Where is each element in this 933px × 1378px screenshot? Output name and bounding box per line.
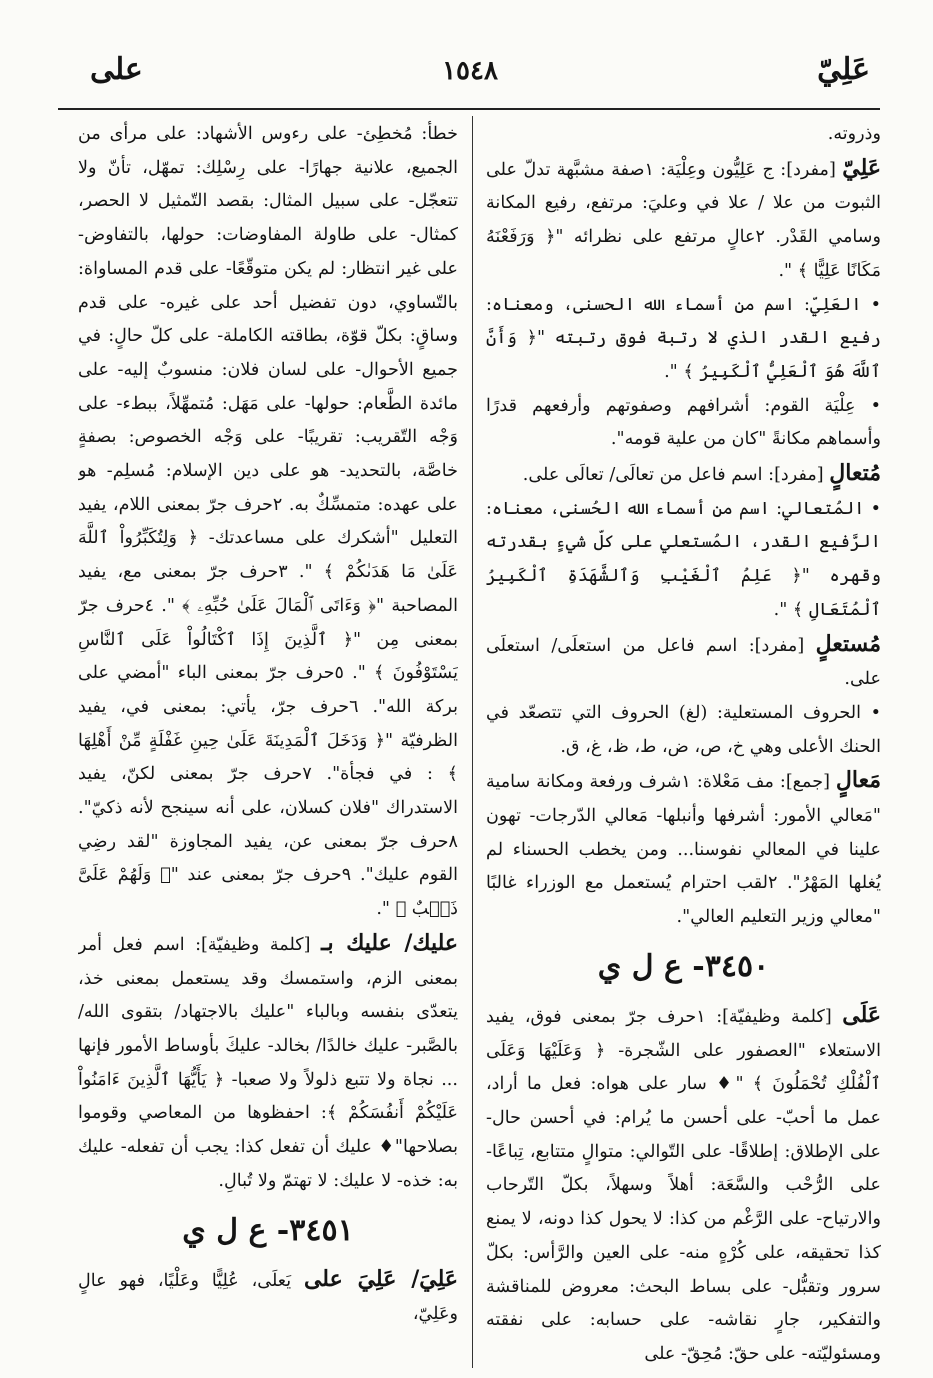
page-number: ١٥٤٨ [442, 56, 498, 86]
dictionary-entry [78, 927, 458, 1199]
header-left-headword: على [90, 52, 143, 87]
text-paragraph: وذروته. [827, 124, 881, 144]
header-rule [58, 108, 880, 110]
entry-headword: عَلِيّ [842, 154, 881, 181]
entry-tag: [جمع]: [779, 772, 836, 793]
entry-definition: ج عَلِيُّون وعِلْيَة: ١صفة مشبَّهة تدلّ على الثبوت من علا / علا في وعليَ: مرتفع، رفيع المكانة وسامي القَدْر. ٢عالٍ مرتفع على نظرائه "﴿ وَرَفَعْنَهُ مَكَانًا عَلِيًّا ﴾ ". [486, 159, 881, 281]
entry-tag: [كلمة وظيفيّة]: [195, 934, 322, 955]
dictionary-entry [78, 1263, 458, 1332]
entry-definition: اسم فاعل من استعلَى/ استعلَى على. [486, 635, 881, 690]
sub-entry: • عِلْيَة القوم: أشرافهم وصفوتهم وأرفعهم قدرًا وأسماهم مكانةً "كان من علية قومه". [486, 390, 881, 457]
entry-headword: مُستعلٍ [815, 630, 881, 657]
root-heading: ٣٤٥١- ع ل ي [182, 1212, 354, 1248]
sub-entry: • الحروف المستعلية: (لغ) الحروف التي تتصعّد في الحنك الأعلى وهي خ، ص، ض، ط، ظ، غ، ق. [486, 697, 881, 764]
entry-headword: مَعالٍ [835, 767, 881, 794]
page-header [70, 52, 870, 96]
entry-tag: [كلمة وظيفيّة]: [716, 1006, 843, 1027]
left-column [78, 118, 458, 1368]
entry-tag: [مفرد]: [748, 635, 816, 656]
entry-definition: اسم فعل أمر بمعنى الزم، واستمسك وقد يستعمل بمعنى خذ، يتعدّى بنفسه وبالباء "عليك بالاجتهاد/ بتقوى الله/ بالصَّبر- عليك خالدًا/ بخالد- عليكَ بأوساط الأمور فإنها ... نجاة ولا تتبع ذلولاً ولا صعبا- ﴿ يَأَيُّهَا ٱلَّذِينَ ءَامَنُواْ عَلَيْكُمْ أَنفُسَكُمْ ﴾: احفظوها من المعاصي وقوموا بصلاحها"♦ عليك أن تفعل كذا: يجب أن تفعله- عليك به: خذه- لا عليك: لا تهتمّ ولا تُبالِ. [78, 934, 458, 1191]
header-right-headword: عَلِيّ [817, 52, 870, 87]
root-heading: ٣٤٥٠- ع ل ي [597, 948, 770, 984]
entry-definition: اسم فاعل من تعالَى/ تعالَى على. [522, 465, 769, 486]
sub-entry: • العَلِيّ: اسم من أسماء الله الحسنى، ومعناه: رفيع القدر الذي لا رتبة فوق رتبته "﴿ وَأَنَّ ٱللَّهَ هُوَ ٱلْعَلِيُّ ٱلْكَبِيرُ ﴾ ". [486, 289, 881, 390]
entry-tag: [مفرد]: [780, 159, 843, 180]
dictionary-entry [486, 628, 881, 697]
entry-definition: يَعلَى، عُلِيًّا وعَلْيًا، فهو عالٍ وعَلِيّ، [78, 1270, 458, 1325]
entry-tag: [مفرد]: [768, 465, 830, 486]
entry-headword: عَلِيَ/ عَلِيَ على [303, 1265, 458, 1292]
sub-entry: • المُتعالي: اسم من أسماء الله الحُسنى، معناه: الرَّفيع القدر، المُستعلي على كلّ شيءٍ بقدرته وقهره "﴿ عَلِمُ ٱلْغَيْبِ وَٱلشَّهَدَةِ ٱلْكَبِيرُ ٱلْمُتَعَالِ ﴾ ". [486, 493, 881, 628]
dictionary-entry [486, 764, 881, 935]
dictionary-entry [486, 457, 881, 493]
entry-headword: مُتعالٍ [829, 460, 881, 487]
text-paragraph: خطأ: مُخطِئ- على رءوس الأشهاد: على مرأى من الجميع، علانية جهارًا- على رِسْلِك: تمهّل، تأنّ ولا تتعجّل- على سبيل المثال: بقصد التّمثيل لا الحصر، كمثال- على طاولة المفاوضات: حولها، بالتفاوض- على غير انتظار: لم يكن متوقّعًا- على قدم المساواة: بالتّساوي، دون تفضيل أحد على غيره- على قدم وساقٍ: بكلّ قوّة، بطاقته الكاملة- على كلّ حالٍ: في جميع الأحوال- على لسان فلان: منسوبٌ إليه- على مائدة الطَّعام: حولها- على مَهَل: مُتمهِّلاً، ببطء- على وَجْه التّقريب: تقريبًا- على وَجْه الخصوص: بصفةٍ خاصَّة، بالتحديد- هو على دين الإسلام: مُسلِم- هو على عهده: متمسِّكٌ به. ٢حرف جرّ بمعنى اللام، يفيد التعليل "أشكرك على مساعدتك- ﴿ وَلِتُكَبِّرُواْ ٱللَّهَ عَلَىٰ مَا هَدَىٰكُمْ ﴾ ". ٣حرف جرّ بمعنى مع، يفيد المصاحبة "﴿ وَءَاتَى ٱلْمَالَ عَلَىٰ حُبِّهِۦ ﴾ ". ٤حرف جرّ بمعنى مِن "﴿ ٱلَّذِينَ إِذَا ٱكْتَالُواْ عَلَى ٱلنَّاسِ يَسْتَوْفُونَ ﴾ ". ٥حرف جرّ بمعنى الباء "أمضي على بركة الله". ٦حرف جرّ، يأتي: بمعنى في، يفيد الظرفيّة "﴿ وَدَخَلَ ٱلْمَدِينَةَ عَلَىٰ حِينِ غَفْلَةٍ مِّنْ أَهْلِهَا ﴾ : في فجأة". ٧حرف جرّ بمعنى لكنّ، يفيد الاستدراك "فلان كسلان، على أنه سينجح لأنه ذكيّ". ٨حرف جرّ بمعنى عن، يفيد المجاوزة "لقد رضِي القوم عليك". ٩حرف جرّ بمعنى عند "﴿ وَلَهُمْ عَلَىَّ ذَنۢبٌ ﴾ ". [78, 124, 458, 920]
entry-headword: عليك/ عليك بـ [321, 929, 458, 956]
entry-headword: عَلَى [842, 1001, 881, 1028]
entry-definition: ١حرف جرّ بمعنى فوق، يفيد الاستعلاء "العصفور على الشّجرة- ﴿ وَعَلَيْهَا وَعَلَى ٱلْفُلْكِ تُحْمَلُونَ ﴾ "♦ سار على هواه: فعل ما أراد، عمل ما أحبّ- على أحسن ما يُرام: في أحسن حال- على الإطلاق: إطلاقًا- على التّوالي: متوالٍ متتابع، تِباعًا- على الرُّحْب والسَّعَة: أهلاً وسهلاً، بكلّ التّرحاب والارتياح- على الرَّغْم من كذا: لا يحول كذا دونه، لا يمنع كذا تحقيقه، على كُرْهٍ منه- على العين والرَّأس: بكلّ سرور وتقبُّل- على بساط البحث: معروض للمناقشة والتفكير، جارٍ نقاشه- على حسابه: على نفقته ومسئوليّته- على حقّ: مُحِقّ- على [486, 1006, 881, 1364]
column-separator [472, 116, 473, 1368]
entry-definition: مف مَعْلاة: ١شرف ورفعة ومكانة سامية "مَعالي الأمور: أشرفها وأنبلها- مَعالي الدّرجات- تهون علينا في المعالي نفوسنا... ومن يخطب الحسناء لم يُغلها المَهْرُ". ٢لقب احترام يُستعمل مع الوزراء غالبًا "معالي وزير التعليم العالي". [486, 772, 881, 928]
dictionary-entry [486, 152, 881, 289]
right-column [486, 118, 881, 1368]
dictionary-entry [486, 999, 881, 1368]
